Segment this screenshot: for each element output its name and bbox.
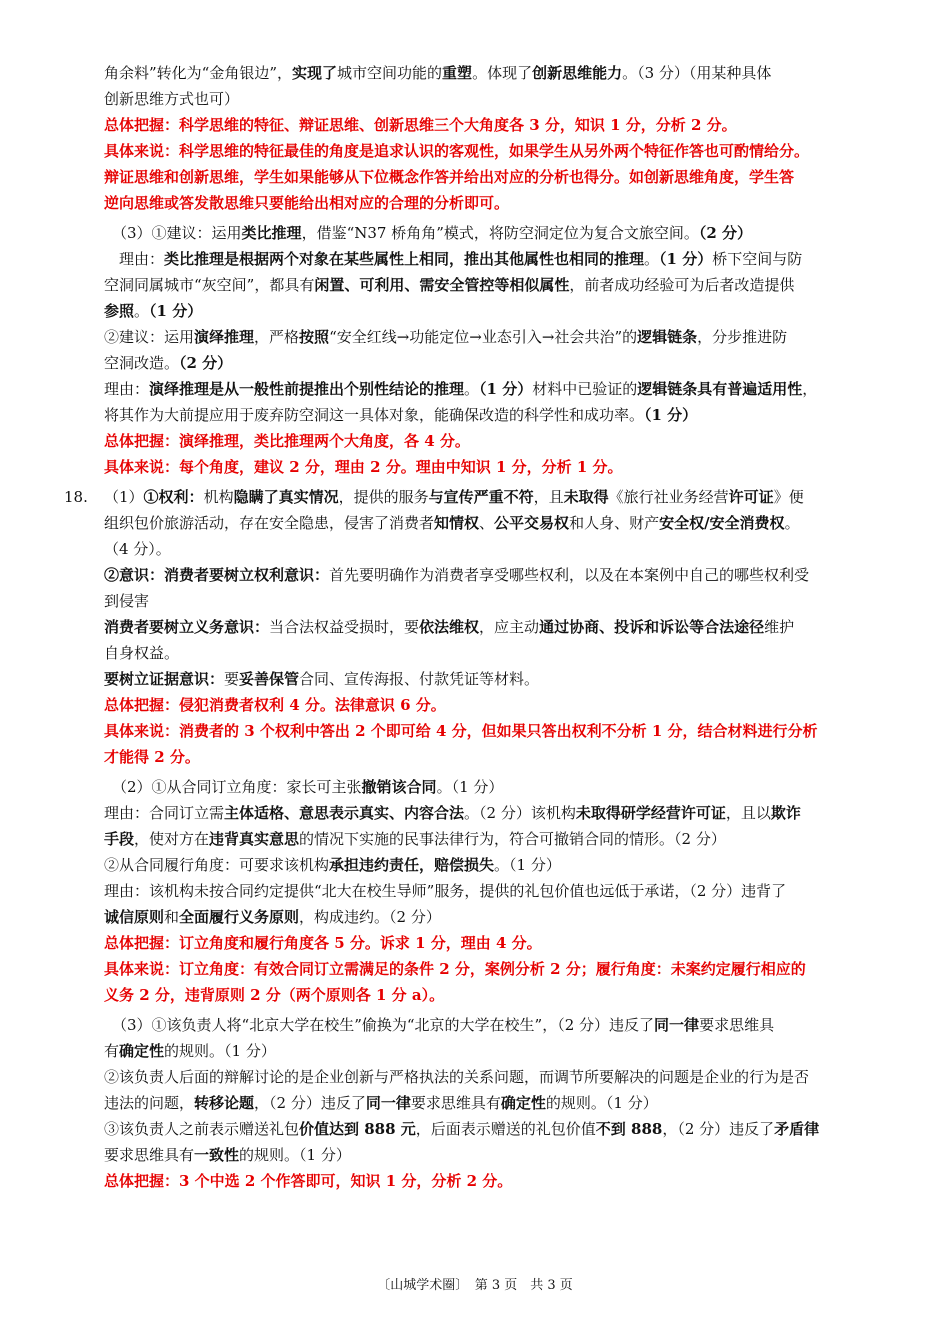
key-term: 矛盾律 — [774, 1120, 820, 1138]
text-segment: （3）①建议：运用 — [112, 224, 242, 242]
text-line — [104, 272, 884, 298]
text-segment: 空洞改造。 — [104, 354, 180, 372]
text-segment: 有 — [104, 1042, 120, 1060]
key-term: 隐瞒了真实情况 — [233, 488, 339, 506]
text-segment: ，且以 — [725, 804, 771, 822]
text-line — [104, 614, 884, 640]
key-term: 参照 — [104, 302, 135, 320]
text-segment: 合同、宣传海报、付款凭证等材料。 — [299, 670, 540, 688]
text-segment: 桥下空间与防 — [712, 250, 803, 268]
key-term: 一致性 — [194, 1146, 240, 1164]
key-term: 类比推理 — [241, 224, 302, 242]
answer-document — [0, 60, 950, 1194]
text-segment: 的规则。（1 分） — [164, 1042, 276, 1060]
key-term: 与宣传严重不符 — [428, 488, 534, 506]
text-line — [104, 164, 884, 190]
key-term: 安全权/安全消费权 — [659, 514, 785, 532]
key-term: 未取得研学经营许可证 — [575, 804, 726, 822]
text-segment: 《旅行社业务经营 — [608, 488, 729, 506]
grading-note: 才能得 2 分。 — [104, 748, 200, 766]
text-line — [104, 1064, 884, 1090]
key-term: 许可证 — [728, 488, 774, 506]
grading-note: 义务 2 分，违背原则 2 分（两个原则各 1 分 a）。 — [104, 986, 445, 1004]
key-term: 实现了 — [292, 64, 338, 82]
key-term: 创新思维能力 — [532, 64, 623, 82]
key-term: （1 分） — [479, 380, 533, 398]
key-term: 不到 888 — [595, 1120, 663, 1138]
text-segment: ③该负责人之前表示赠送礼包 — [104, 1120, 300, 1138]
text-segment: 理由： — [104, 250, 165, 268]
text-segment: （2）①从合同订立角度：家长可主张 — [112, 778, 362, 796]
key-term: 按照 — [299, 328, 330, 346]
text-segment: ，构成违约。（2 分） — [299, 908, 441, 926]
text-line — [104, 246, 884, 272]
text-segment: 要 — [224, 670, 240, 688]
text-segment: 城市空间功能的 — [337, 64, 443, 82]
grading-note: 具体来说：消费者的 3 个权利中答出 2 个即可给 4 分，但如果只答出权利不分析 1 分，结合材料进行分析 — [104, 722, 818, 740]
key-term: 公平交易权 — [494, 514, 570, 532]
text-segment: 空洞同属城市“灰空间”，都具有 — [104, 276, 315, 294]
key-term: （2 分） — [179, 354, 233, 372]
key-term: 转移论题 — [194, 1094, 255, 1112]
text-segment: ，应主动 — [479, 618, 540, 636]
text-segment: 机构 — [203, 488, 234, 506]
key-term: ②意识：消费者要树立权利意识： — [104, 566, 330, 584]
page-footer: 〔山城学术圈〕 第 3 页 共 3 页 — [377, 1278, 573, 1293]
answer-lines — [0, 60, 950, 1194]
text-line — [104, 666, 884, 692]
text-segment: ，前者成功经验可为后者改造提供 — [569, 276, 795, 294]
text-segment: ②从合同履行角度：可要求该机构 — [104, 856, 330, 874]
text-segment: 创新思维方式也可） — [104, 90, 240, 108]
key-term: 撤销该合同 — [361, 778, 437, 796]
text-segment: ，严格 — [254, 328, 300, 346]
text-segment: 要求思维具有 — [410, 1094, 501, 1112]
text-segment: 。（3 分）（用某种具体 — [622, 64, 772, 82]
key-term: 通过协商、投诉和诉讼等合法途径 — [539, 618, 765, 636]
key-term: 同一律 — [654, 1016, 700, 1034]
text-segment: 自身权益。 — [104, 644, 180, 662]
grading-note: 总体把握：演绎推理，类比推理两个大角度，各 4 分。 — [104, 432, 470, 450]
text-segment: 首先要明确作为消费者享受哪些权利，以及在本案例中自己的哪些权利受 — [329, 566, 810, 584]
grading-note: 具体来说：订立角度：有效合同订立需满足的条件 2 分，案例分析 2 分；履行角度：未案约定履行相应的 — [104, 960, 806, 978]
text-segment: （4 分）。 — [104, 540, 171, 558]
text-line — [112, 1012, 892, 1038]
key-term: 诚信原则 — [104, 908, 165, 926]
text-line — [104, 1168, 884, 1194]
key-term: 同一律 — [365, 1094, 411, 1112]
text-line — [104, 826, 884, 852]
text-segment: 角余料”转化为“金角银边”， — [104, 64, 293, 82]
grading-note: 总体把握：订立角度和履行角度各 5 分。诉求 1 分，理由 4 分。 — [104, 934, 542, 952]
text-segment: 到侵害 — [104, 592, 150, 610]
text-segment: 理由：合同订立需 — [104, 804, 225, 822]
text-segment: （1） — [104, 488, 144, 506]
text-segment: ，且 — [533, 488, 564, 506]
question-number: 18. — [64, 488, 88, 506]
grading-note: 辩证思维和创新思维，学生如果能够从下位概念作答并给出对应的分析也得分。如创新思维角度，学生答 — [104, 168, 795, 186]
key-term: 确定性 — [119, 1042, 165, 1060]
text-line — [104, 1142, 884, 1168]
text-line — [104, 536, 884, 562]
text-segment: 。（1 分） — [436, 778, 504, 796]
text-line — [104, 86, 884, 112]
text-segment: 要求思维具有 — [104, 1146, 195, 1164]
text-line — [104, 298, 884, 324]
text-segment: 。（1 分） — [494, 856, 561, 874]
text-segment: 和 — [164, 908, 180, 926]
text-line — [104, 350, 884, 376]
text-segment: 理由： — [104, 380, 150, 398]
grading-note: 具体来说：科学思维的特征最佳的角度是追求认识的客观性，如果学生从另外两个特征作答也可酌情给分。 — [104, 142, 810, 160]
text-line — [104, 956, 884, 982]
text-segment: 。（2 分）该机构 — [464, 804, 576, 822]
key-term: 重塑 — [442, 64, 473, 82]
text-line — [104, 510, 884, 536]
text-segment: ，提供的服务 — [338, 488, 429, 506]
text-line — [104, 982, 884, 1008]
text-segment: 维护 — [764, 618, 795, 636]
key-term: 违背真实意思 — [209, 830, 300, 848]
text-segment: 。体现了 — [472, 64, 533, 82]
key-term: 欺诈 — [770, 804, 801, 822]
grading-note: 总体把握：科学思维的特征、辩证思维、创新思维三个大角度各 3 分，知识 1 分，分析 2 分。 — [104, 116, 737, 134]
text-line — [104, 1116, 884, 1142]
text-line — [104, 852, 884, 878]
key-term: 确定性 — [500, 1094, 546, 1112]
text-line — [104, 376, 884, 402]
text-line — [112, 220, 892, 246]
key-term: （1 分） — [659, 250, 713, 268]
key-term: （2 分） — [698, 224, 753, 242]
key-term: 承担违约责任，赔偿损失 — [329, 856, 495, 874]
text-line — [104, 904, 884, 930]
text-line — [104, 800, 884, 826]
key-term: 闲置、可利用、需安全管控等相似属性 — [314, 276, 570, 294]
text-line — [104, 1090, 884, 1116]
text-segment: 将其作为大前提应用于废弃防空洞这一具体对象，能确保改造的科学性和成功率。 — [104, 406, 645, 424]
text-segment: 》便 — [773, 488, 804, 506]
text-segment: ，后面表示赠送的礼包价值 — [415, 1120, 596, 1138]
text-line — [104, 640, 884, 666]
text-line — [104, 324, 884, 350]
key-term: 手段 — [104, 830, 135, 848]
text-segment: 的规则。（1 分） — [545, 1094, 658, 1112]
text-segment: 、 — [479, 514, 495, 532]
text-segment: ，借鉴“N37 桥角角”模式，将防空洞定位为复合文旅空间。 — [301, 224, 699, 242]
key-term: 逻辑链条 — [637, 328, 698, 346]
text-segment: ②该负责人后面的辩解讨论的是企业创新与严格执法的关系问题，而调节所要解决的问题是企业的行为是否 — [104, 1068, 810, 1086]
text-line — [112, 774, 892, 800]
text-segment: 的规则。（1 分） — [239, 1146, 351, 1164]
text-segment: 。 — [134, 302, 150, 320]
text-line — [104, 454, 884, 480]
text-segment: ， — [802, 380, 818, 398]
text-line — [104, 484, 884, 510]
text-line — [104, 428, 884, 454]
text-segment: “安全红线→功能定位→业态引入→社会共治”的 — [329, 328, 638, 346]
text-segment: ，（2 分）违反了 — [254, 1094, 366, 1112]
text-segment: 材料中已验证的 — [532, 380, 638, 398]
key-term: 主体适格、意思表示真实、内容合法 — [224, 804, 465, 822]
text-segment: 的情况下实施的民事法律行为，符合可撤销合同的情形。（2 分） — [299, 830, 726, 848]
grading-note: 逆向思维或答发散思维只要能给出相对应的合理的分析即可。 — [104, 194, 510, 212]
text-segment: 。 — [644, 250, 660, 268]
text-line — [104, 588, 884, 614]
key-term: 未取得 — [563, 488, 609, 506]
key-term: 要树立证据意识： — [104, 670, 225, 688]
text-line — [104, 402, 884, 428]
text-segment: （3）①该负责人将“北京大学在校生”偷换为“北京的大学在校生”，（2 分）违反了 — [112, 1016, 655, 1034]
text-segment: 组织包价旅游活动，存在安全隐患，侵害了消费者 — [104, 514, 435, 532]
key-term: （1 分） — [149, 302, 203, 320]
grading-note: 具体来说：每个角度，建议 2 分，理由 2 分。理由中知识 1 分，分析 1 分。 — [104, 458, 623, 476]
text-segment: 。 — [784, 514, 800, 532]
key-term: 逻辑链条具有普遍适用性 — [637, 380, 803, 398]
key-term: 演绎推理 — [194, 328, 255, 346]
text-segment: ，使对方在 — [134, 830, 210, 848]
text-segment: ②建议：运用 — [104, 328, 195, 346]
text-segment: ，（2 分）违反了 — [662, 1120, 775, 1138]
text-line — [104, 930, 884, 956]
key-term: 知情权 — [434, 514, 480, 532]
key-term: 消费者要树立义务意识： — [104, 618, 270, 636]
key-term: 全面履行义务原则 — [179, 908, 300, 926]
text-segment: ，分步推进防 — [697, 328, 788, 346]
text-line — [104, 60, 884, 86]
text-line — [104, 112, 884, 138]
text-segment: 要求思维具 — [699, 1016, 775, 1034]
key-term: 演绎推理是从一般性前提推出个别性结论的推理 — [149, 380, 465, 398]
text-segment: 理由：该机构未按合同约定提供“北大在校生导师”服务，提供的礼包价值也远低于承诺，（2 分）违背了 — [104, 882, 787, 900]
text-segment: 违法的问题， — [104, 1094, 195, 1112]
key-term: 类比推理是根据两个对象在某些属性上相同，推出其他属性也相同的推理 — [164, 250, 645, 268]
text-line — [104, 692, 884, 718]
key-term: 妥善保管 — [239, 670, 300, 688]
text-segment: 。 — [464, 380, 480, 398]
key-term: ①权利： — [143, 488, 204, 506]
text-segment: 当合法权益受损时，要 — [269, 618, 420, 636]
grading-note: 总体把握：3 个中选 2 个作答即可，知识 1 分，分析 2 分。 — [104, 1172, 513, 1190]
text-line — [104, 1038, 884, 1064]
text-line — [104, 562, 884, 588]
text-line — [104, 718, 884, 744]
key-term: 依法维权 — [419, 618, 480, 636]
key-term: （1 分） — [644, 406, 698, 424]
text-line — [104, 744, 884, 770]
text-line — [104, 190, 884, 216]
text-segment: 和人身、财产 — [569, 514, 660, 532]
text-line — [104, 878, 884, 904]
grading-note: 总体把握：侵犯消费者权利 4 分。法律意识 6 分。 — [104, 696, 446, 714]
key-term: 价值达到 888 元 — [299, 1120, 416, 1138]
text-line — [104, 138, 884, 164]
